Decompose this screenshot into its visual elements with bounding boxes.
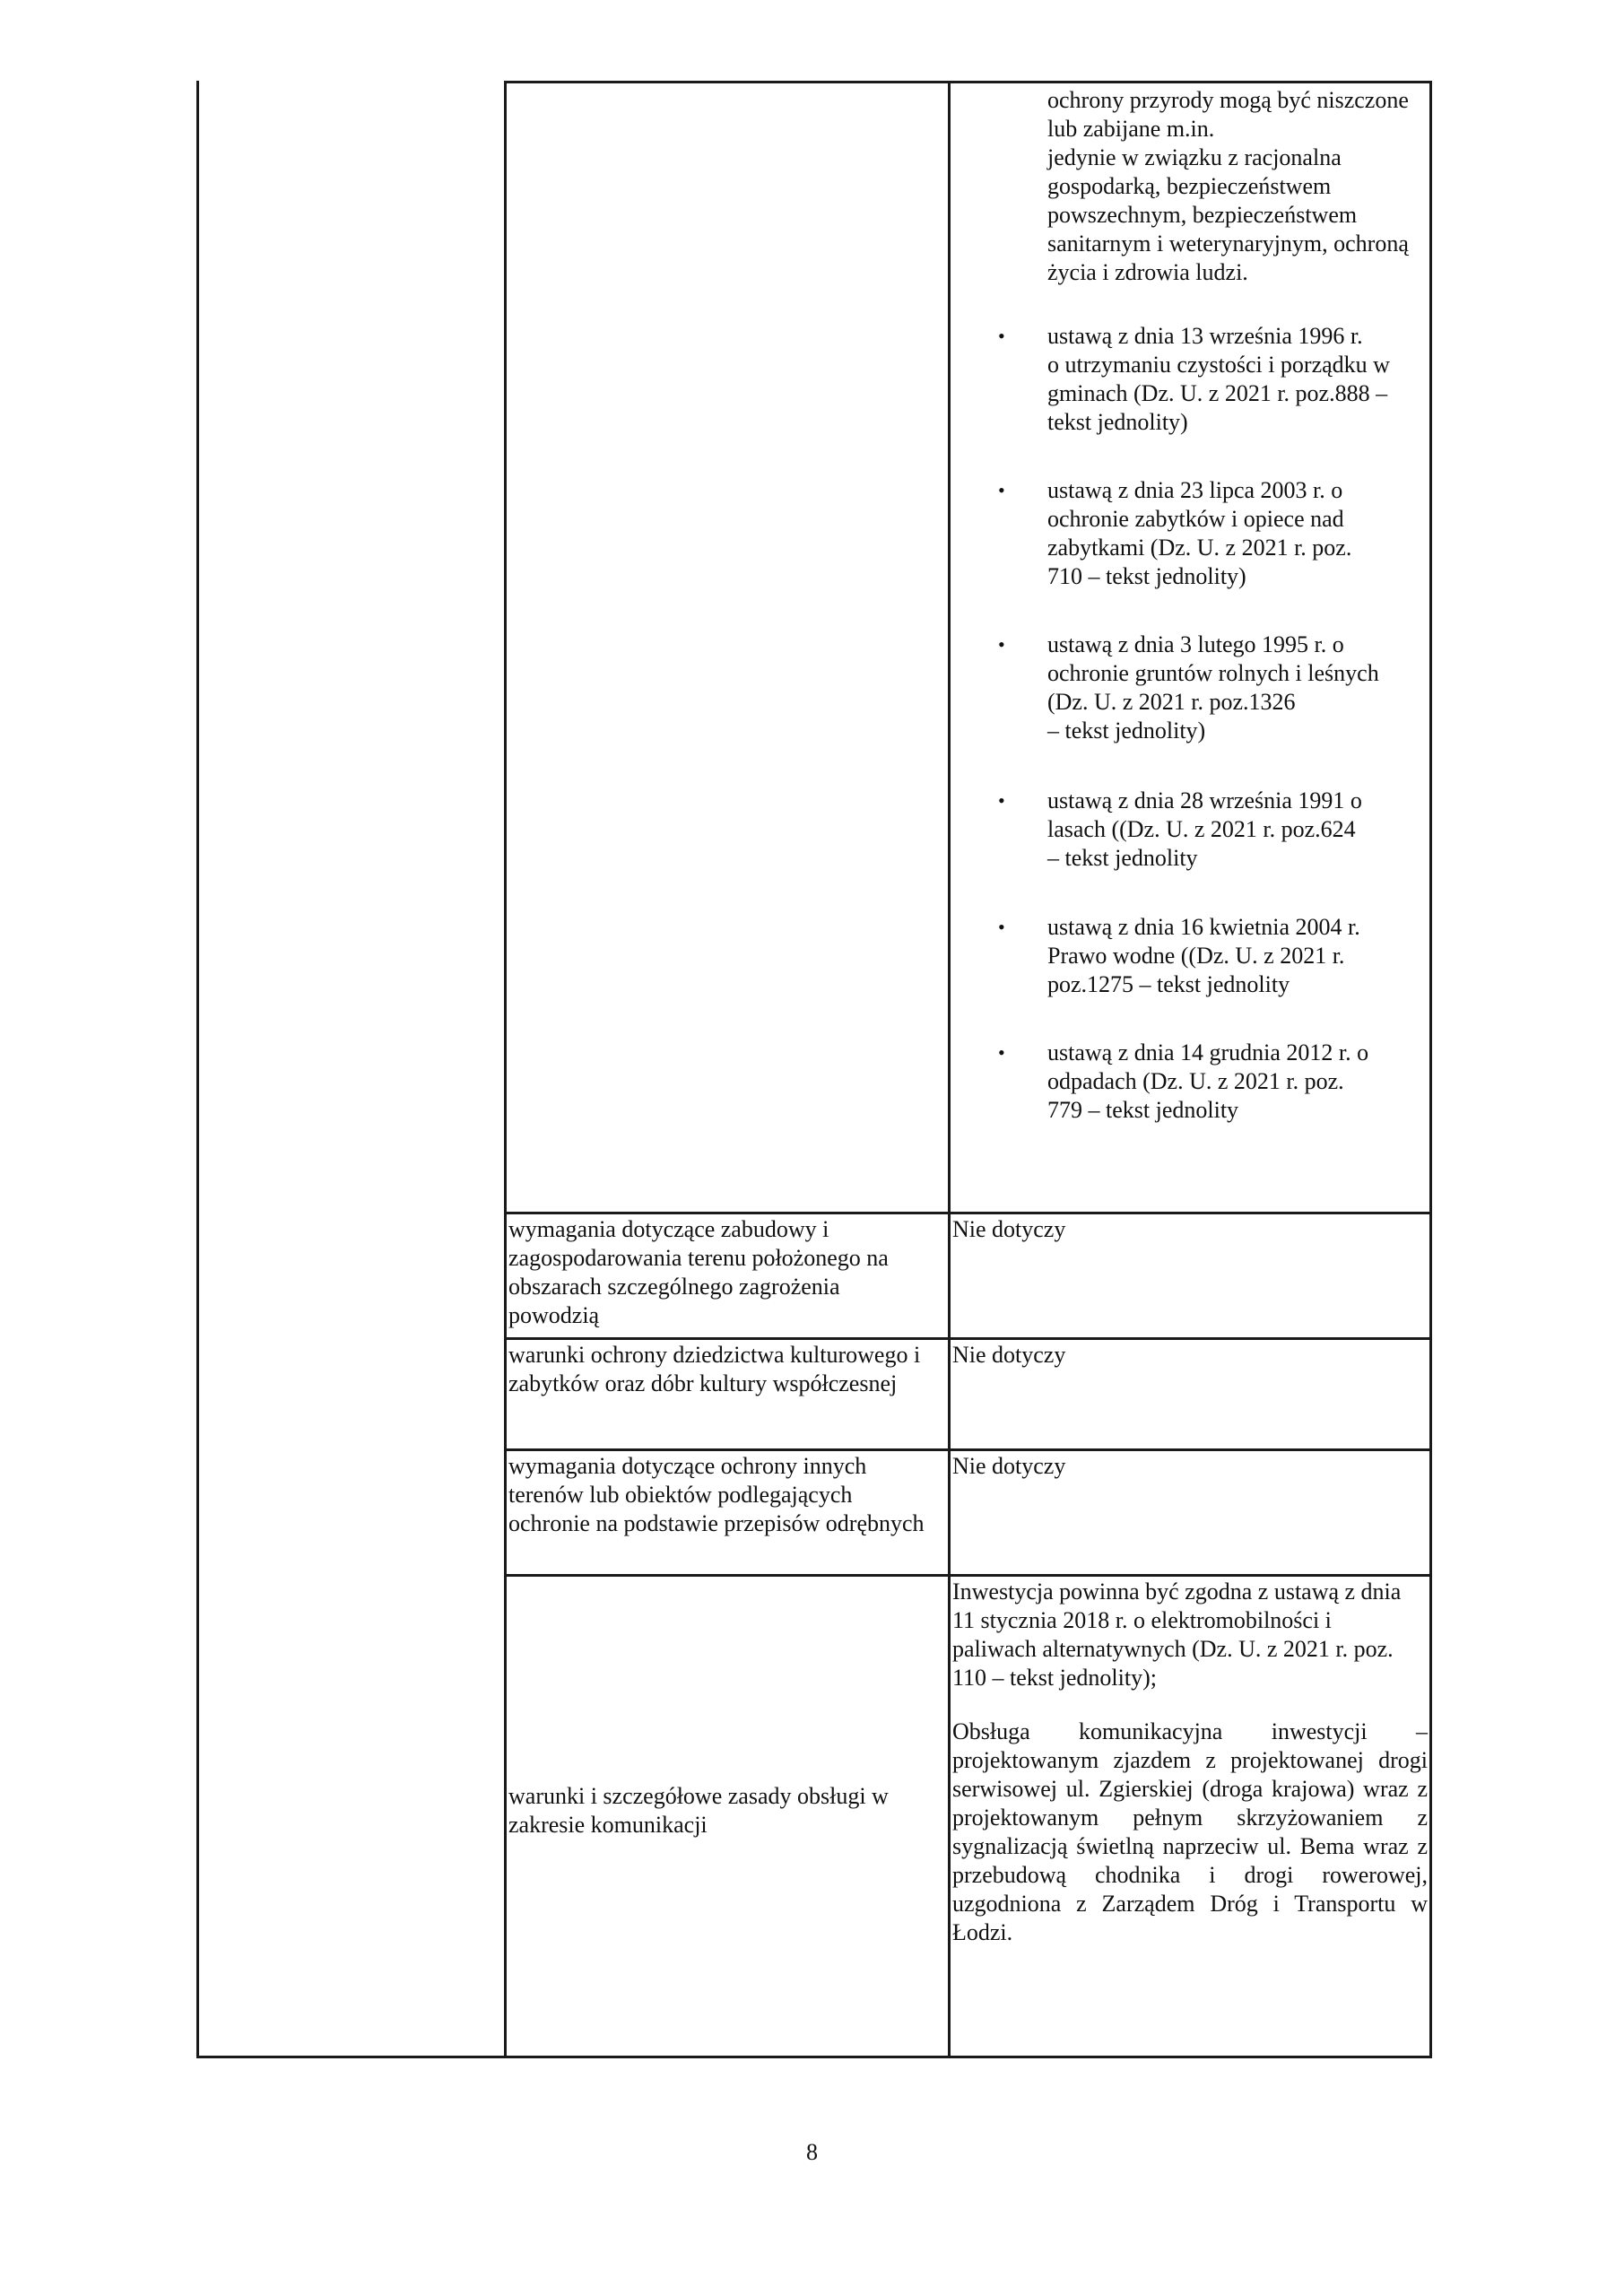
table-bottom-border: [196, 2056, 1432, 2058]
row-label-flood-requirements: wymagania dotyczące zabudowy i zagospodarowania terenu położonego na obszarach szczególnego zagrożenia powodzią: [508, 1216, 889, 1328]
bullet-marker: •: [998, 916, 1005, 938]
row-value-communication-paragraph-1: Inwestycja powinna być zgodna z ustawą z dnia 11 stycznia 2018 r. o elektromobilności i paliwach alternatywnych (Dz. U. z 2021 r. poz. 110 – tekst jednolity);: [952, 1578, 1402, 1691]
bullet-item-5: ustawą z dnia 16 kwietnia 2004 r. Prawo wodne ((Dz. U. z 2021 r. poz.1275 – tekst jednolity: [1047, 914, 1360, 997]
row-value-flood-requirements: Nie dotyczy: [952, 1216, 1066, 1242]
bullet-marker: •: [998, 479, 1005, 501]
row-divider-3: [504, 1448, 1432, 1451]
page-number: 8: [806, 2139, 818, 2165]
row-value-cultural-heritage: Nie dotyczy: [952, 1342, 1066, 1368]
table-top-border: [504, 81, 1432, 83]
row-label-communication-service: warunki i szczegółowe zasady obsługi w zakresie komunikacji: [508, 1783, 889, 1838]
bullet-marker: •: [998, 789, 1005, 812]
table-left-border: [196, 81, 199, 2058]
bullet-item-2: ustawą z dnia 23 lipca 2003 r. o ochronie zabytków i opiece nad zabytkami (Dz. U. z 2021 r. poz. 710 – tekst jednolity): [1047, 477, 1352, 589]
bullet-marker: •: [998, 1041, 1005, 1064]
bullet-marker: •: [998, 633, 1005, 656]
bullet-item-6: ustawą z dnia 14 grudnia 2012 r. o odpadach (Dz. U. z 2021 r. poz. 779 – tekst jednolity: [1047, 1039, 1369, 1123]
bullet-item-4: ustawą z dnia 28 września 1991 o lasach ((Dz. U. z 2021 r. poz.624 – tekst jednolity: [1047, 787, 1362, 871]
bullet-item-1: ustawą z dnia 13 września 1996 r. o utrzymaniu czystości i porządku w gminach (Dz. U. z 2021 r. poz.888 – tekst jednolity): [1047, 323, 1390, 435]
row-value-communication-paragraph-2: Obsługa komunikacyjna inwestycji – projektowanym zjazdem z projektowanej drogi serwisowej ul. Zgierskiej (droga krajowa) wraz z projektowanym pełnym skrzyżowaniem z sygnalizacją świetlną naprzeciw ul. Bema wraz z przebudową chodnika i drogi rowerowej, uzgodniona z Zarządem Dróg i Transportu w Łodzi.: [952, 1718, 1428, 1945]
row-label-cultural-heritage: warunki ochrony dziedzictwa kulturowego i zabytków oraz dóbr kultury współczesnej: [508, 1342, 921, 1396]
bullet-item-3: ustawą z dnia 3 lutego 1995 r. o ochronie gruntów rolnych i leśnych (Dz. U. z 2021 r. poz.1326 – tekst jednolity): [1047, 631, 1379, 744]
row-divider-2: [504, 1337, 1432, 1340]
row-divider-4: [504, 1574, 1432, 1577]
column-divider-2: [948, 81, 951, 2058]
bullet-marker: •: [998, 325, 1005, 347]
row-value-other-protected-areas: Nie dotyczy: [952, 1453, 1066, 1479]
row-label-other-protected-areas: wymagania dotyczące ochrony innych terenów lub obiektów podlegających ochronie na podstawie przepisów odrębnych: [508, 1453, 925, 1536]
column-divider-1: [504, 81, 507, 2058]
continued-cell-text: ochrony przyrody mogą być niszczone lub zabijane m.in. jedynie w związku z racjonalna gospodarką, bezpieczeństwem powszechnym, bezpieczeństwem sanitarnym i weterynaryjnym, ochroną życia i zdrowia ludzi.: [1047, 87, 1409, 285]
row-divider-1: [504, 1212, 1432, 1214]
